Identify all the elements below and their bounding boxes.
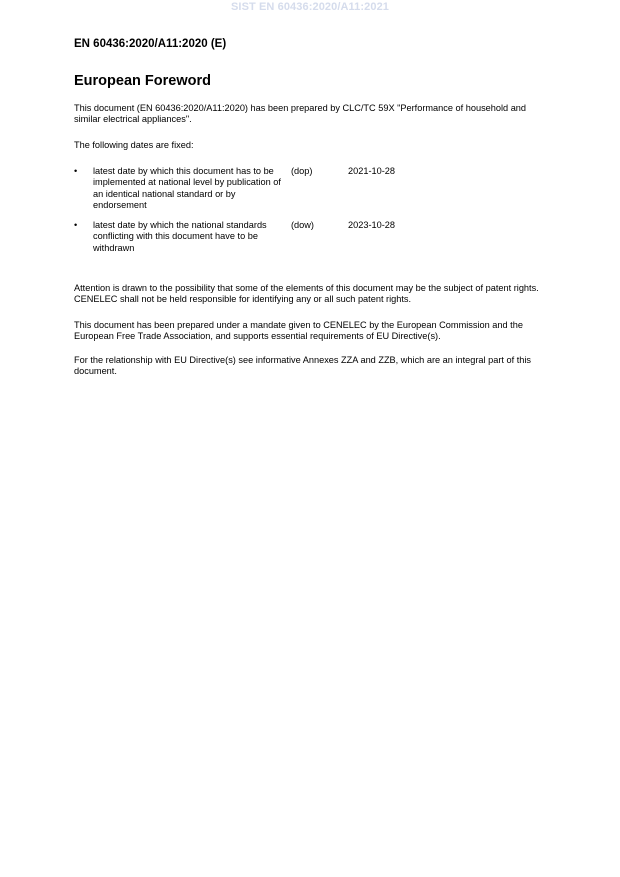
patent-notice: Attention is drawn to the possibility that some of the elements of this document may be the subject of patent rights. CENELEC shall not be held responsible for identifying any or all such patent rights.: [74, 283, 539, 305]
intro-paragraph: This document (EN 60436:2020/A11:2020) has been prepared by CLC/TC 59X "Performance of household and similar electrical appliances".: [74, 103, 527, 125]
date-row-dow: [74, 220, 550, 254]
date-row-dop: [74, 166, 550, 220]
document-id: EN 60436:2020/A11:2020 (E): [74, 38, 227, 50]
dates-intro: The following dates are fixed:: [74, 140, 194, 150]
date-description: latest date by which this document has to be implemented at national level by publication of an identical national standard or by endorsement: [93, 166, 281, 210]
date-value: 2021-10-28: [348, 166, 395, 176]
dates-list: [74, 166, 550, 254]
section-title: European Foreword: [74, 73, 211, 89]
bullet: •: [74, 166, 78, 176]
date-description: latest date by which the national standards conflicting with this document have to be withdrawn: [93, 220, 267, 253]
date-code: (dow): [291, 220, 314, 230]
mandate-notice: This document has been prepared under a mandate given to CENELEC by the European Commission and the European Free Trade Association, and supports essential requirements of EU Directive(s).: [74, 320, 523, 342]
bullet: •: [74, 220, 78, 230]
date-code: (dop): [291, 166, 313, 176]
watermark: SIST EN 60436:2020/A11:2021: [230, 1, 390, 13]
directive-notice: For the relationship with EU Directive(s) see informative Annexes ZZA and ZZB, which are an integral part of this document.: [74, 355, 532, 377]
date-value: 2023-10-28: [348, 220, 395, 230]
